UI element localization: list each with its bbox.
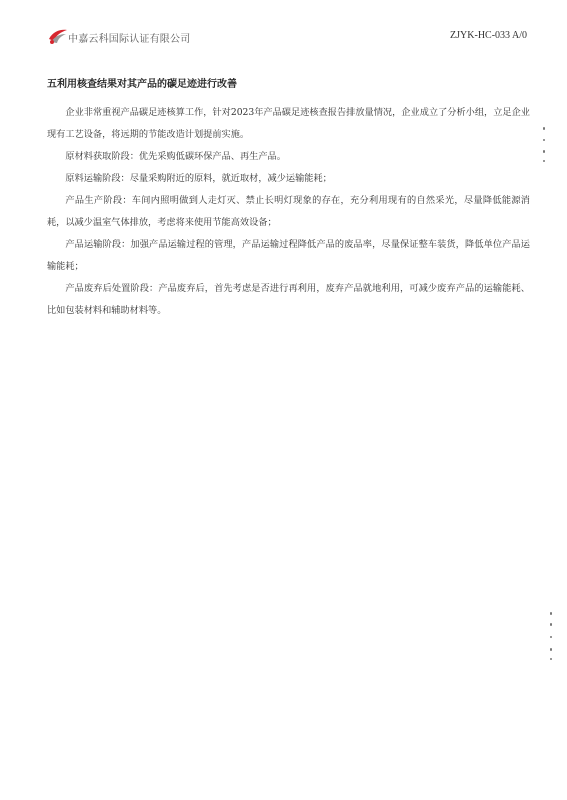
company-name: 中嘉云科国际认证有限公司 xyxy=(68,34,191,45)
paragraph-disposal: 产品废弃后处置阶段：产品废弃后，首先考虑是否进行再利用，废弃产品就地利用，可减少废弃产品的运输能耗、比如包装材料和辅助材料等。 xyxy=(47,283,530,316)
section-heading: 五利用核查结果对其产品的碳足迹进行改善 xyxy=(47,79,237,90)
paragraph-production: 产品生产阶段：车间内照明做到人走灯灭、禁止长明灯现象的存在，充分利用现有的自然采光，尽量降低能源消耗，以减少温室气体排放，考虑将来使用节能高效设备； xyxy=(47,195,530,228)
paragraph-product-transport: 产品运输阶段：加强产品运输过程的管理，产品运输过程降低产品的废品率，尽量保证整车装货，降低单位产品运输能耗； xyxy=(47,239,530,272)
company-logo-icon xyxy=(47,27,69,45)
page-header xyxy=(47,27,527,47)
paragraph-raw-transport: 原料运输阶段：尽量采购附近的原料，就近取材，减少运输能耗； xyxy=(65,173,332,184)
paragraph-raw-material: 原材料获取阶段：优先采购低碳环保产品、再生产品。 xyxy=(65,151,286,162)
paragraph-intro: 企业非常重视产品碳足迹核算工作，针对2023年产品碳足迹核查报告排放量情况，企业成立了分析小组，立足企业现有工艺设备，将远期的节能改造计划提前实施。 xyxy=(47,107,530,140)
report-section xyxy=(47,78,530,322)
document-number: ZJYK-HC-033 A/0 xyxy=(450,30,527,41)
